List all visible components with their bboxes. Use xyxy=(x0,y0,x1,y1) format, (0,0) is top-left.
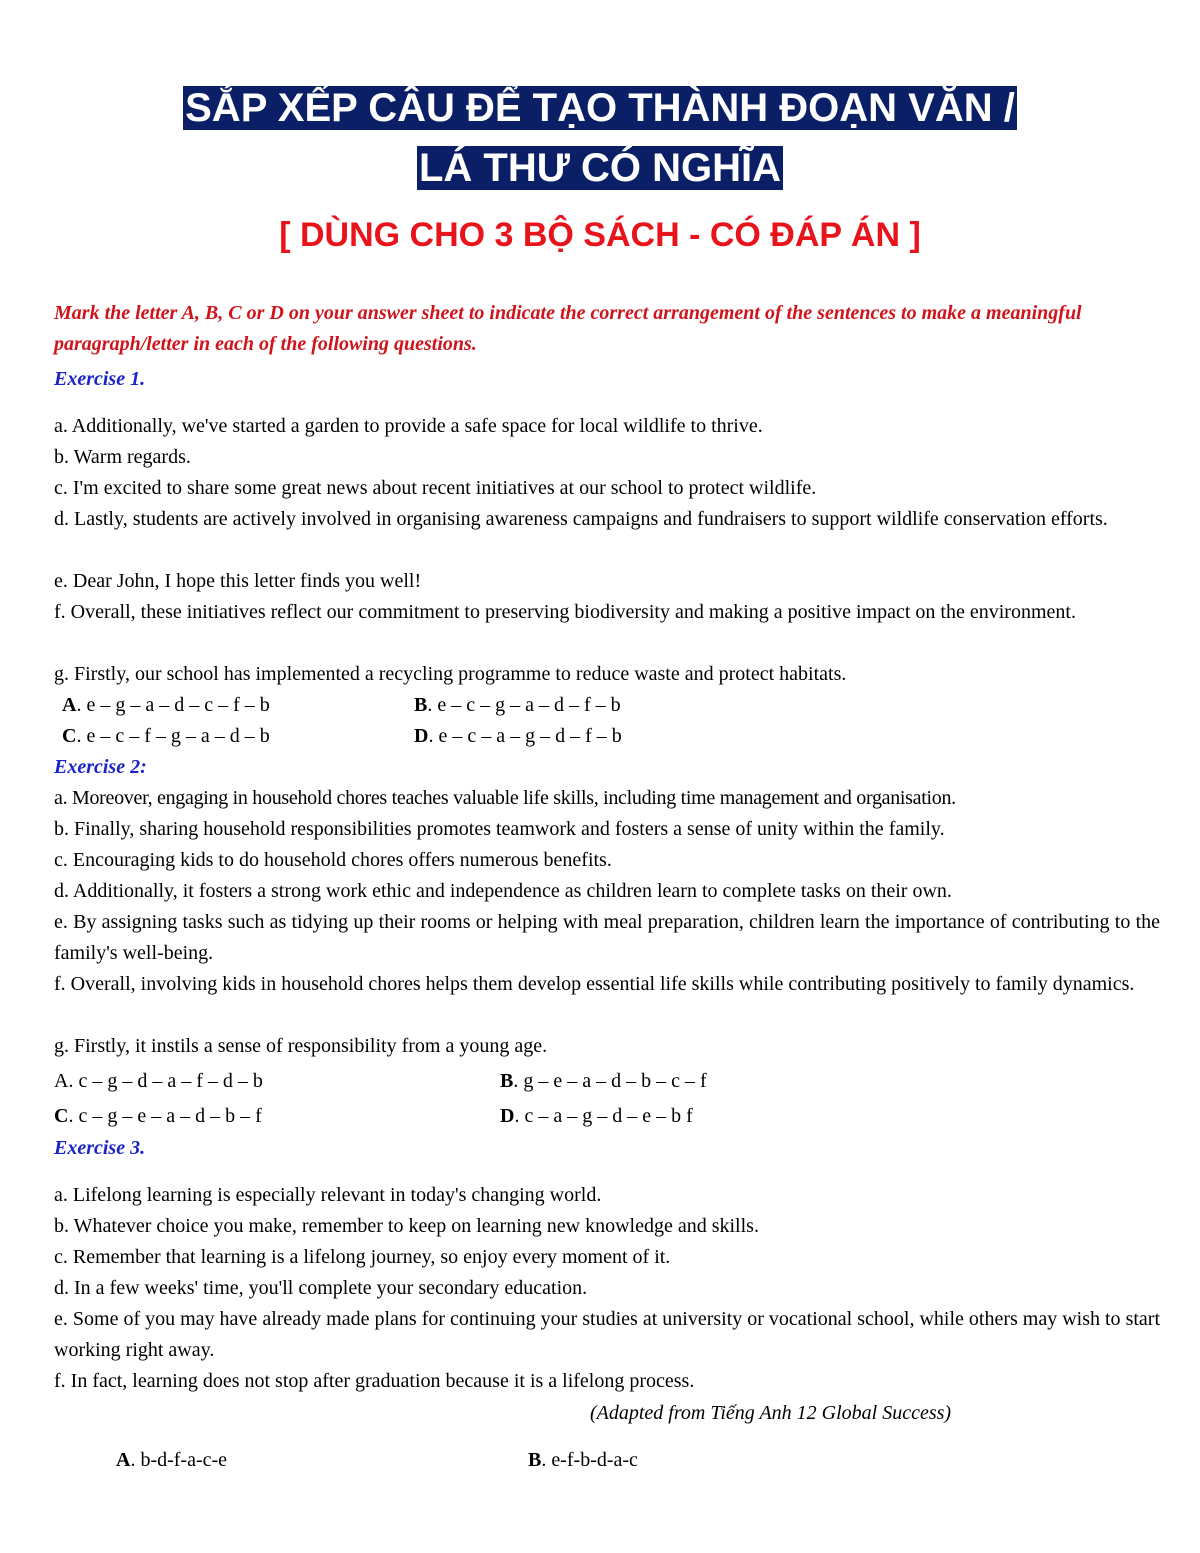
exercise-1-sentence-b: b. Warm regards. xyxy=(54,446,191,468)
exercise-3-option-a[interactable] xyxy=(116,1445,227,1476)
exercise-3-sentence-a: a. Lifelong learning is especially relevant in today's changing world. xyxy=(54,1184,602,1206)
exercise-2-sentence-c: c. Encouraging kids to do household chores offers numerous benefits. xyxy=(54,849,612,871)
option-letter: C xyxy=(54,1105,69,1127)
exercise-3-sentence-d: d. In a few weeks' time, you'll complete your secondary education. xyxy=(54,1277,588,1299)
option-text: . e-f-b-d-a-c xyxy=(541,1449,638,1471)
exercise-2-sentence-d: d. Additionally, it fosters a strong work ethic and independence as children learn to complete tasks on their own. xyxy=(54,880,952,902)
option-text: . c – a – g – d – e – b f xyxy=(514,1105,693,1127)
option-letter: B xyxy=(414,694,428,716)
exercise-2-option-a[interactable] xyxy=(54,1066,263,1097)
option-text: . e – c – g – a – d – f – b xyxy=(427,694,621,716)
option-text: . c – g – e – a – d – b – f xyxy=(68,1105,262,1127)
exercise-1-heading: Exercise 1. xyxy=(54,368,146,390)
exercise-2-option-c[interactable] xyxy=(54,1101,262,1132)
exercise-2-heading: Exercise 2: xyxy=(54,756,147,778)
option-letter: A xyxy=(62,694,77,716)
exercise-1-sentence-e: e. Dear John, I hope this letter finds you well! xyxy=(54,570,422,592)
page-title-line-2 xyxy=(0,144,1200,192)
option-text: . e – g – a – d – c – f – b xyxy=(76,694,270,716)
title-line-1-text: SẮP XẾP CÂU ĐỂ TẠO THÀNH ĐOẠN VĂN / xyxy=(185,86,1015,130)
exercise-3-sentence-f: f. In fact, learning does not stop after graduation because it is a lifelong process. xyxy=(54,1370,695,1392)
exercise-2-option-d[interactable] xyxy=(500,1101,693,1132)
exercise-1-sentence-g: g. Firstly, our school has implemented a recycling programme to reduce waste and protect habitats. xyxy=(54,663,847,685)
exercise-2-sentence-b: b. Finally, sharing household responsibilities promotes teamwork and fosters a sense of unity within the family. xyxy=(54,818,945,840)
option-letter: A xyxy=(116,1449,131,1471)
exercise-1-sentence-f: f. Overall, these initiatives reflect our commitment to preserving biodiversity and making a positive impact on the environment. xyxy=(54,601,1076,623)
exercise-3-sentence-c: c. Remember that learning is a lifelong journey, so enjoy every moment of it. xyxy=(54,1246,671,1268)
exercise-2-sentence-a: a. Moreover, engaging in household chores teaches valuable life skills, including time management and organisation. xyxy=(54,787,956,809)
exercise-1-option-d[interactable] xyxy=(414,721,622,752)
option-text: . b-d-f-a-c-e xyxy=(130,1449,228,1471)
option-text: . g – e – a – d – b – c – f xyxy=(513,1070,707,1092)
option-letter: D xyxy=(500,1105,515,1127)
option-letter: B xyxy=(500,1070,514,1092)
page-subtitle: [ DÙNG CHO 3 BỘ SÁCH - CÓ ĐÁP ÁN ] xyxy=(279,216,921,254)
option-letter: B xyxy=(528,1449,542,1471)
option-text: . c – g – d – a – f – d – b xyxy=(68,1070,263,1092)
exercise-3-option-b[interactable] xyxy=(528,1445,638,1476)
exercise-1-sentence-a: a. Additionally, we've started a garden to provide a safe space for local wildlife to thrive. xyxy=(54,415,763,437)
exercise-2-sentence-f: f. Overall, involving kids in household chores helps them develop essential life skills while contributing positively to family dynamics. xyxy=(54,973,1135,995)
page-title-line-1 xyxy=(0,84,1200,132)
title-line-2-text: LÁ THƯ CÓ NGHĨA xyxy=(418,146,782,190)
option-text: . e – c – f – g – a – d – b xyxy=(76,725,270,747)
exercise-1-option-b[interactable] xyxy=(414,690,621,721)
instruction-text: Mark the letter A, B, C or D on your answer sheet to indicate the correct arrangement of the sentences to make a meaningful paragraph/letter in each of the following questions. xyxy=(54,302,1082,355)
source-credit: (Adapted from Tiếng Anh 12 Global Success) xyxy=(590,1402,952,1424)
exercise-1-option-c[interactable] xyxy=(62,721,270,752)
exercise-3-sentence-b: b. Whatever choice you make, remember to keep on learning new knowledge and skills. xyxy=(54,1215,759,1237)
exercise-3-sentence-e: e. Some of you may have already made plans for continuing your studies at university or vocational school, while others may wish to start working right away. xyxy=(54,1308,1160,1361)
exercise-2-sentence-g: g. Firstly, it instils a sense of responsibility from a young age. xyxy=(54,1035,548,1057)
option-letter: A xyxy=(54,1070,69,1092)
exercise-1-sentence-d: d. Lastly, students are actively involved in organising awareness campaigns and fundraisers to support wildlife conservation efforts. xyxy=(54,508,1108,530)
exercise-1-sentence-c: c. I'm excited to share some great news about recent initiatives at our school to protect wildlife. xyxy=(54,477,817,499)
exercise-2-option-b[interactable] xyxy=(500,1066,707,1097)
exercise-1-option-a[interactable] xyxy=(62,690,270,721)
option-text: . e – c – a – g – d – f – b xyxy=(428,725,622,747)
exercise-2-sentence-e: e. By assigning tasks such as tidying up their rooms or helping with meal preparation, children learn the importance of contributing to the family's well-being. xyxy=(54,911,1160,964)
option-letter: C xyxy=(62,725,77,747)
option-letter: D xyxy=(414,725,429,747)
exercise-3-heading: Exercise 3. xyxy=(54,1137,146,1159)
